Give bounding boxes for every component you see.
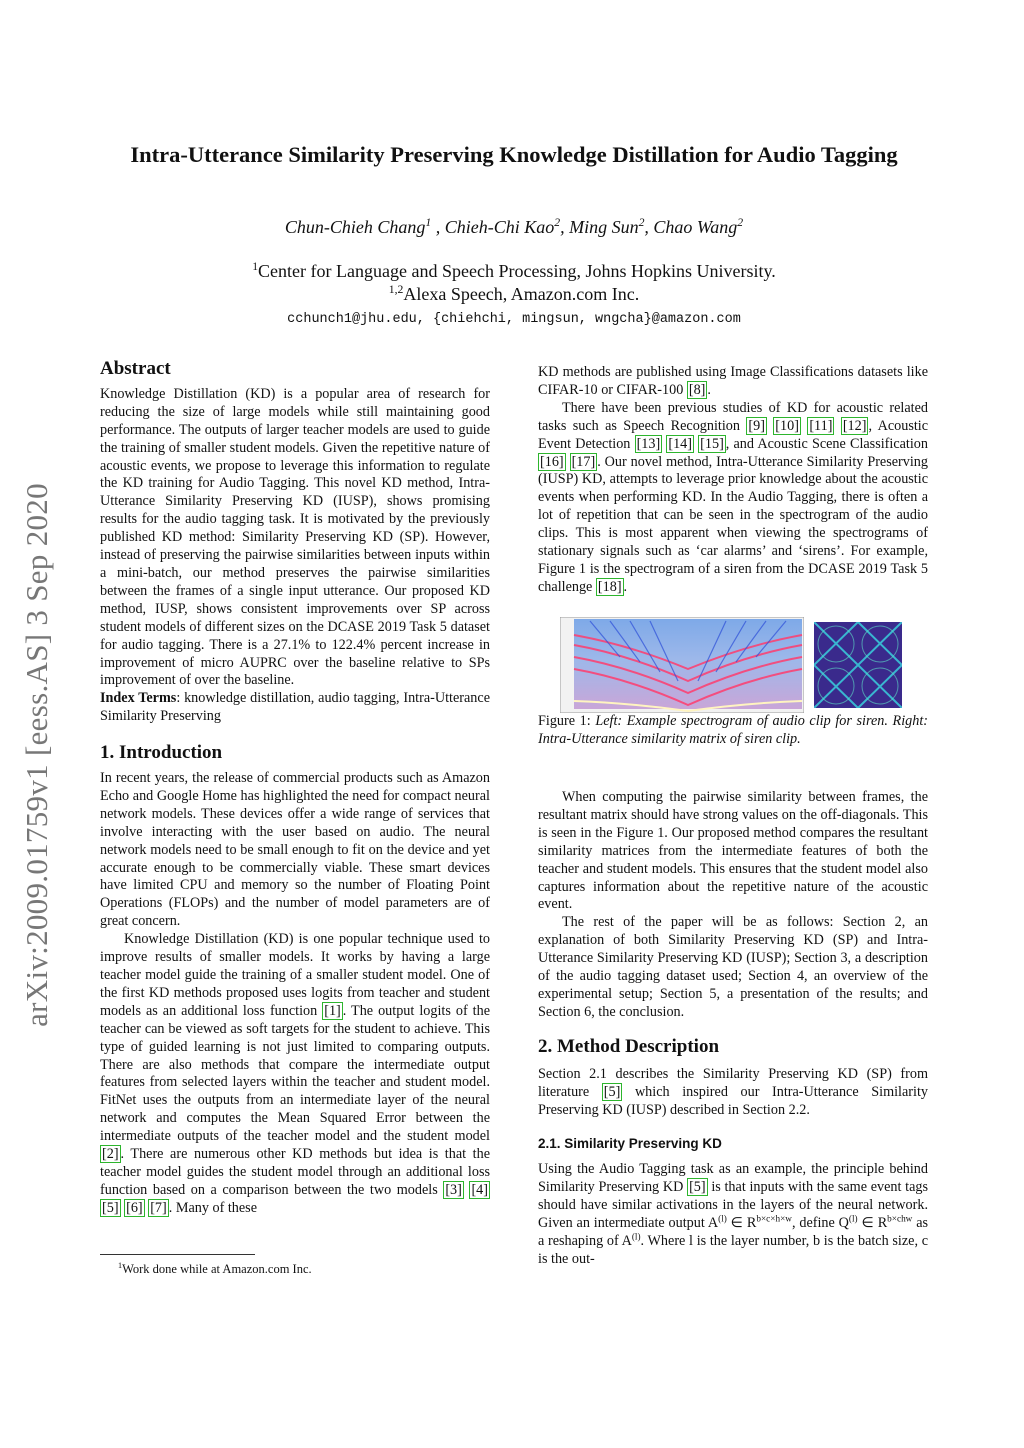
citation-link[interactable]: [18] — [597, 578, 622, 595]
citation-link[interactable]: [7] — [150, 1199, 167, 1216]
intro-paragraph-4: There have been previous studies of KD for acoustic related tasks such as Speech Recognition [9] [10] [11] [12] , Acoustic Event Detection [13] [14] [15] , and Acoustic Scene Classification [16] [17] . Our novel method, Intra-Utterance Similarity Preserving (IUSP) KD, attempts to leverage prior knowledge about the acoustic events when performing KD. In the Audio Tagging, there is often a lot of repetition that can be seen in the spectrogram of the audio clips. This is most apparent when viewing the spectrograms of stationary signals such as ‘car alarms’ and ‘sirens’. For example, Figure 1 is the spectrogram of a siren from the DCASE 2019 Task 5 challenge [18] . — [538, 399, 929, 595]
right-column-bottom — [538, 789, 928, 1269]
intro-paragraph-1: In recent years, the release of commercial products such as Amazon Echo and Google Home has highlighted the need for compact neural network models. These devices offer a wide range of services that involve interacting with the user based on audio. The neural network models need to be small enough to fit on the device and yet accurate enough to be commercially viable. These smart devices have limited CPU and memory so the number of Floating Point Operations (FLOPs) and the number of model parameters are of great concern. — [100, 770, 490, 930]
citation-link[interactable]: [5] — [603, 1083, 621, 1100]
intro-paragraph-2: Knowledge Distillation (KD) is one popular technique used to improve results of smaller models. It works by having a large teacher model guide the training of a smaller student model. One of the first KD methods proposed uses logits from teacher and student models as an additional loss function [1] . The output logits of the teacher can be viewed as soft targets for the student to achieve. This type of guided learning is not just limited to comparing outputs. There are also methods that compare the intermediate output features from selected layers within the teacher and student model. FitNet uses the outputs from an intermediate layer of the neural network and computes the Mean Squared Error between the intermediate outputs of the teacher model and the student model [2] . There are numerous other KD methods but idea is that the teacher model guides the student model through an additional loss function based on a comparison between the two models [3] [4] [5] [6] [7] . Many of these — [100, 931, 490, 1216]
intro-paragraph-3: KD methods are published using Image Classifications datasets like CIFAR-10 or CIFAR-100 [8] . — [538, 364, 928, 398]
citation-link[interactable]: [1] — [324, 1002, 341, 1019]
author-name: Chieh-Chi Kao — [444, 217, 555, 237]
citation-link[interactable]: [9] — [748, 417, 765, 434]
citation-link[interactable]: [14] — [668, 435, 692, 452]
citation-link[interactable]: [10] — [775, 417, 799, 434]
citation-link[interactable]: [15] — [700, 435, 724, 452]
paper-title: Intra-Utterance Similarity Preserving Knowledge Distillation for Audio Tagging — [130, 142, 898, 167]
subsection-heading: 2.1. Similarity Preserving KD — [538, 1136, 722, 1152]
citation-link[interactable]: [13] — [636, 435, 661, 452]
citation-link[interactable]: [16] — [540, 453, 564, 470]
citation-link[interactable]: [4] — [471, 1181, 488, 1198]
method-heading: 2. Method Description — [538, 1035, 720, 1057]
citation-link[interactable]: [2] — [102, 1146, 119, 1163]
author-name: Ming Sun — [569, 217, 639, 237]
footnote-rule — [100, 1254, 255, 1255]
arxiv-sidebar — [12, 445, 62, 1065]
index-terms: Index Terms: knowledge distillation, audio tagging, Intra-Utterance Similarity Preserving — [100, 690, 490, 725]
introduction-heading: 1. Introduction — [100, 742, 223, 764]
author-name: Chun-Chieh Chang — [284, 217, 426, 237]
citation-link[interactable]: [3] — [445, 1181, 462, 1198]
abstract-text: Knowledge Distillation (KD) is a popular area of research for reducing the size of large models while still maintaining good performance. The outputs of larger teacher models are used to guide the training of smaller student models. Given the repetitive nature of acoustic events, we propose to leverage this information to regulate the KD training for Audio Tagging. This novel KD method, Intra-Utterance Similarity Preserving KD (IUSP), shows promising results for the audio tagging task. It is motivated by the previously published KD method: Similarity Preserving KD (SP). However, instead of preserving the pairwise similarities between inputs within a mini-batch, our method preserves the pairwise similarities between the frames of a single input utterance. Our proposed KD method, IUSP, shows consistent improvements over SP across student models of different sizes on the DCASE 2019 Task 5 dataset for audio tagging. There is a 27.1% to 122.4% percent increase in improvement of micro AUPRC over the baseline relative to SPs improvement of over the baseline. — [100, 385, 490, 689]
method-paragraph-1: Section 2.1 describes the Similarity Preserving KD (SP) from literature [5] which inspired our Intra-Utterance Similarity Preserving KD (IUSP) described in Section 2.2. — [538, 1065, 928, 1118]
intro-paragraph-6: The rest of the paper will be as follows: Section 2, an explanation of both Similarity Preserving KD (SP) and Intra-Utterance Similarity Preserving KD (IUSP); Section 3, a description of the audio tagging dataset used; Section 4, an overview of the experimental setup; Section 5, a presentation of the results; and Section 6, the conclusion. — [538, 914, 928, 1020]
citation-link[interactable]: [5] — [689, 1179, 706, 1196]
citation-link[interactable]: [11] — [809, 417, 833, 434]
left-column — [100, 360, 490, 1218]
author-list: Chun-Chieh Chang$^1$ , Chieh-Chi Kao$^2$, Ming Sun$^2$, Chao Wang$^2$ — [284, 216, 744, 237]
citation-link[interactable]: [8] — [688, 381, 706, 398]
citation-link[interactable]: [5] — [102, 1199, 119, 1216]
figure-1-caption: Figure 1: Left: Example spectrogram of audio clip for siren. Right: Intra-Utterance similarity matrix of siren clip. — [538, 713, 928, 747]
affiliation-1: $^1$Center for Language and Speech Processing, Johns Hopkins University. — [252, 260, 776, 281]
abstract-heading: Abstract — [100, 358, 171, 379]
citation-link[interactable]: [12] — [842, 417, 867, 434]
method-paragraph-2: Using the Audio Tagging task as an example, the principle behind Similarity Preserving KD [5] is that inputs with the same event tags should have similar activations in the layers of the neural network. Given an intermediate output $A^{(l)}$ ∈ $R^{b\times c\times h\times w}$, define $Q^{(l)}$ ∈ $R^{b\times chw}$ as a reshaping of $A^{(l)}$. Where l is the layer number, b is the batch size, c is the out- — [538, 1161, 929, 1267]
siren-spectrogram-figure — [560, 617, 804, 713]
footnote: $^1$Work done while at Amazon.com Inc. — [118, 1260, 312, 1276]
right-column-top — [538, 364, 928, 597]
intro-paragraph-5: When computing the pairwise similarity between frames, the resultant matrix should have strong values on the off-diagonals. This is seen in the Figure 1. Our proposed method compares the resultant similarity matrices from the intermediate features of both the teacher and student models. This ensures that the student model also captures information about the repetitive nature of the acoustic event. — [538, 789, 928, 913]
similarity-matrix-figure — [814, 622, 902, 708]
citation-link[interactable]: [6] — [126, 1199, 143, 1216]
citation-link[interactable]: [17] — [571, 453, 596, 470]
author-name: Chao Wang — [653, 217, 738, 237]
arxiv-identifier: arXiv:2009.01759v1 [eess.AS] 3 Sep 2020 — [19, 483, 54, 1027]
author-emails: cchunch1@jhu.edu, {chiehchi, mingsun, wngcha}@amazon.com — [287, 312, 741, 327]
affiliation-2: $^{1,2}$Alexa Speech, Amazon.com Inc. — [388, 283, 640, 304]
